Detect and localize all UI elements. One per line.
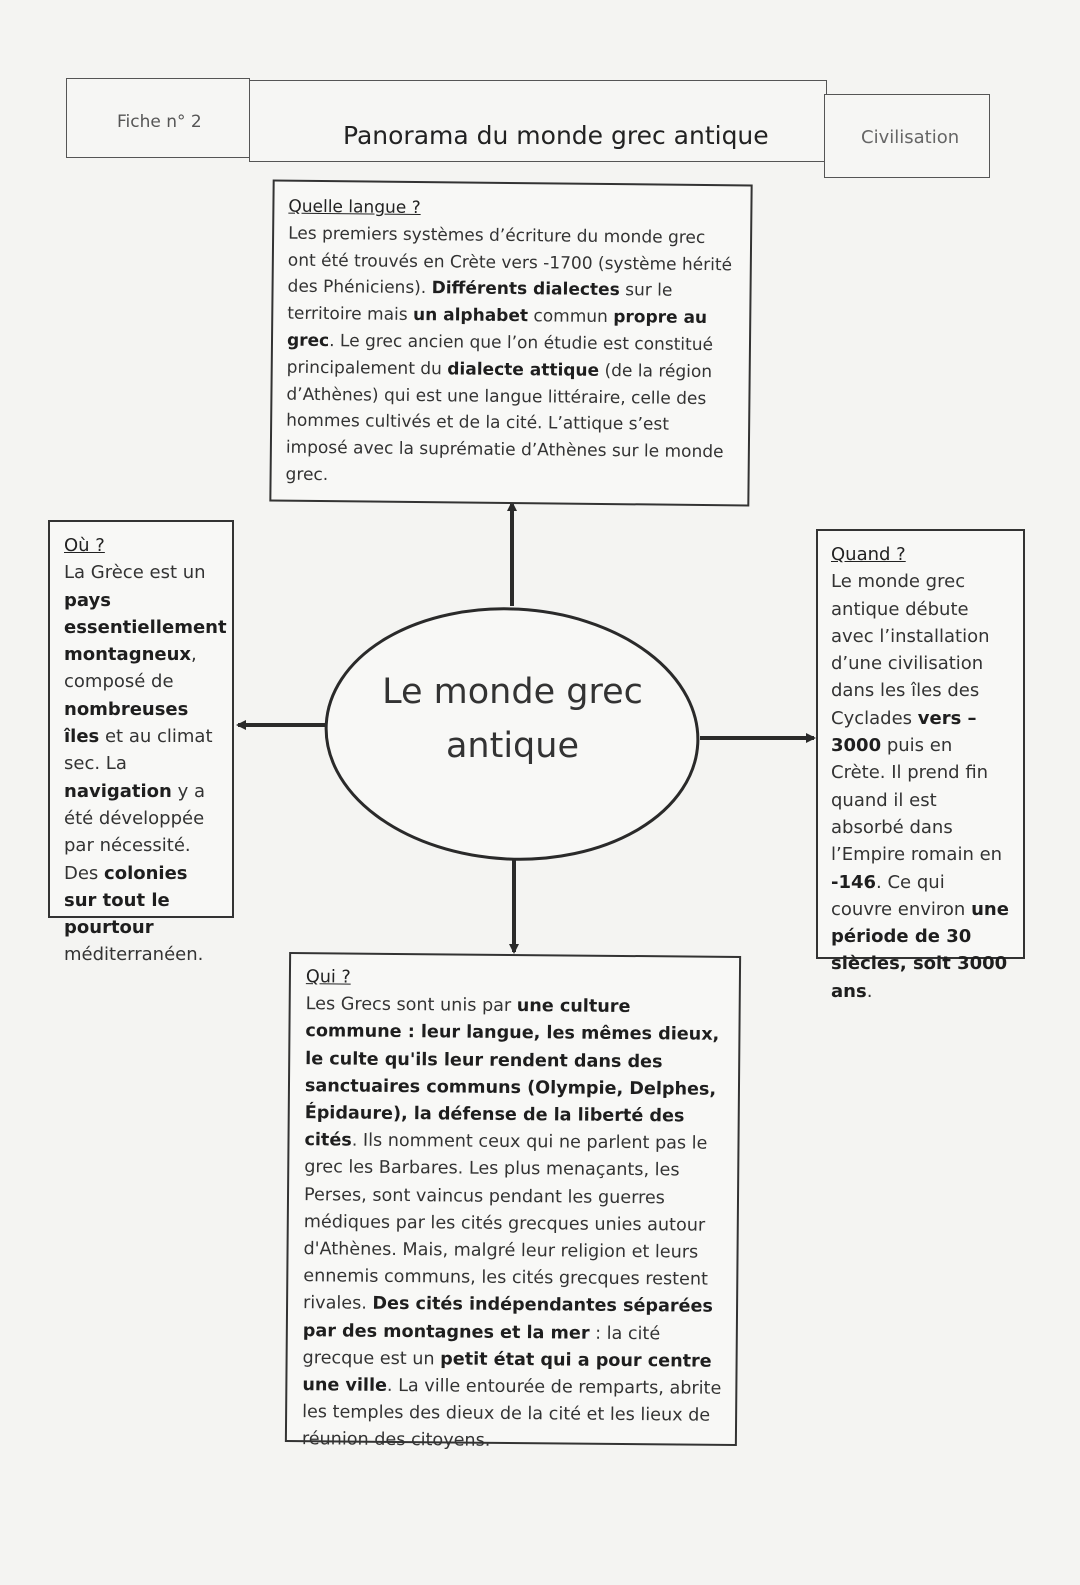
ou-text-1: La Grèce est un — [64, 562, 206, 584]
qui-title: Qui ? — [305, 967, 351, 988]
ou-bold-4: colonies sur tout le pourtour — [64, 862, 188, 939]
page-title: Panorama du monde grec antique — [343, 121, 769, 150]
quand-text-3: . Ce qui couvre environ — [831, 871, 972, 920]
qui-bold-1: une culture commune : leur langue, les mêmes dieux, le culte qu'ils leur rendent dans des sanctuaires communs (Olympie, Delphes, Épidaure), la défense de la liberté des cités — [304, 996, 720, 1151]
qui-bold-3: petit état qui a pour centre une ville — [302, 1349, 712, 1396]
ou-text-4: y a été développée par nécessité. Des — [64, 780, 205, 884]
quand-bold-1: vers – 3000 — [831, 707, 977, 757]
subject-label: Civilisation — [861, 127, 960, 148]
quand-bold-2: -146 — [831, 871, 877, 893]
qui-text-1: Les Grecs sont unis par — [305, 994, 517, 1017]
ou-bold-3: navigation — [64, 780, 172, 802]
langue-text-2: sur le territoire mais — [287, 280, 673, 326]
ou-text-2: , composé de — [64, 644, 197, 693]
langue-text-3: commun — [527, 306, 614, 328]
langue-bold-4: dialecte attique — [447, 359, 600, 381]
qui-text-4: . La ville entourée de remparts, abrite les temples des dieux de la cité et les lieux de réunion des citoyens. — [301, 1375, 722, 1452]
langue-text-1: Les premiers systèmes d’écriture du monde grec ont été trouvés en Crète vers -1700 (système hérité des Phéniciens). — [287, 223, 733, 299]
langue-text — [285, 194, 736, 493]
langue-text-4: . Le grec ancien que l’on étudie est constitué principalement du — [286, 331, 714, 380]
box-ou — [48, 520, 234, 966]
fiche-number: Fiche n° 2 — [117, 112, 202, 132]
qui-text-3: : la cité grecque est un — [302, 1323, 661, 1370]
ou-text-3: et au climat sec. La — [64, 726, 213, 775]
langue-title: Quelle langue ? — [288, 196, 421, 219]
langue-bold-1: Différents dialectes — [431, 278, 620, 301]
quand-text-4: . — [866, 980, 873, 1002]
quand-text-2: puis en Crète. Il prend fin quand il est absorbé dans l’Empire romain en — [831, 735, 1003, 866]
ou-title: Où ? — [64, 535, 105, 556]
quand-bold-3: une période de 30 siècles, soit 3000 ans — [831, 898, 1009, 1002]
box-quand — [816, 529, 1025, 1002]
langue-text-5: (de la région d’Athènes) qui est une langue littéraire, celle des hommes cultivés et de la cité. L’attique s’est imposé avec la suprématie d’Athènes sur le monde grec. — [285, 360, 724, 486]
langue-bold-3: propre au grec — [286, 307, 708, 352]
qui-text — [302, 964, 725, 1457]
box-qui — [285, 952, 741, 1452]
quand-text — [831, 541, 1011, 1005]
center-line-2: antique — [445, 726, 579, 766]
ou-text — [64, 532, 227, 969]
qui-bold-2: Des cités indépendantes séparées par des montagnes et la mer — [302, 1294, 714, 1344]
ou-bold-2: nombreuses îles — [64, 698, 189, 748]
langue-bold-2: un alphabet — [412, 305, 529, 327]
ou-text-5: méditerranéen. — [64, 944, 204, 966]
center-line-1: Le monde grec — [382, 672, 643, 712]
quand-title: Quand ? — [831, 544, 906, 565]
center-topic — [340, 665, 685, 773]
quand-text-1: Le monde grec antique débute avec l’installation d’une civilisation dans les îles des Cyclades — [831, 571, 990, 729]
box-langue — [269, 179, 752, 506]
qui-text-2: . Ils nomment ceux qui ne parlent pas le grec les Barbares. Les plus menaçants, les Perses, sont vaincus pendant les guerres médiques par les cités grecques unies autour d'Athènes. Mais, malgré leur religion et leurs ennemis communs, les cités grecques restent rivales. — [302, 1130, 709, 1315]
ou-bold-1: pays essentiellement montagneux — [64, 589, 227, 666]
